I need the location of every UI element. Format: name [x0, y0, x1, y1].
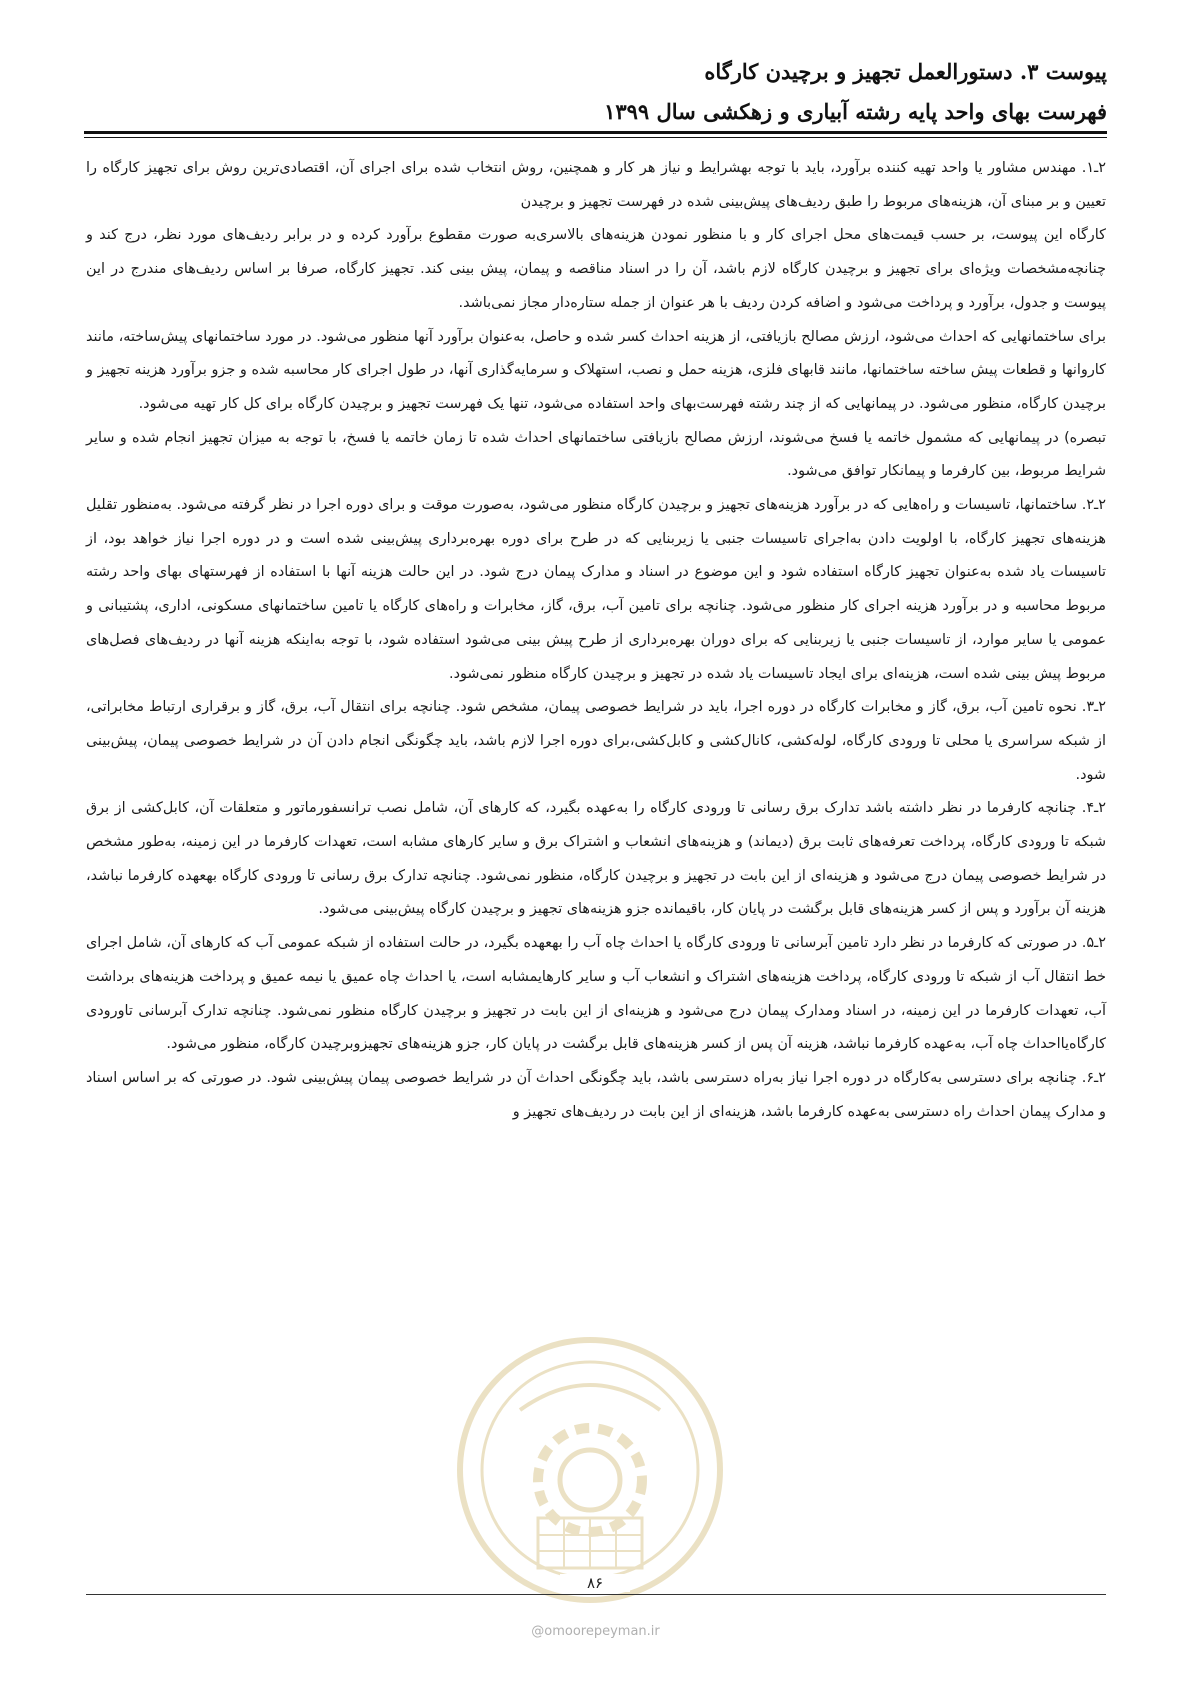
header-rule-thick: [84, 131, 1107, 134]
header-subtitle: فهرست بهای واحد پایه رشته آبیاری و زهکشی سال ۱۳۹۹: [604, 99, 1107, 124]
page-header: [87, 52, 1107, 132]
website-watermark: @omoorepeyman.ir: [531, 1624, 660, 1639]
footer-rule: [86, 1594, 1106, 1595]
paragraph-2-3: ۲ـ۳. نحوه تامین آب، برق، گاز و مخابرات کارگاه در دوره اجرا، باید در شرایط خصوصی پیمان، مشخص شود. چنانچه برای انتقال آب، برق، گاز و برقراری ارتباط مخابراتی، از شبکه سراسری یا محلی تا ورودی کارگاه، لوله‌کشی، کانال‌کشی و کابل‌کشی،برای دوره اجرا لازم باشد، باید چگونگی انجام دادن آن در شرایط خصوصی پیمان، پیش‌بینی شود.: [86, 699, 1106, 783]
watermark-logo: [450, 1330, 730, 1610]
paragraph-2-2: ۲ـ۲. ساختمانها، تاسیسات و راه‌هایی که در برآورد هزینه‌های تجهیز و برچیدن کارگاه منظور می‌شود، به‌صورت موقت و برای دوره اجرا در نظر گرفته می‌شود. به‌منظور تقلیل هزینه‌های تجهیز کارگاه، با اولویت دادن به‌اجرای تاسیسات جنبی یا زیربنایی که در طرح برای دوره بهره‌برداری پیش‌بینی شده است و در دوره اجرا نیاز خواهد بود، از تاسیسات یاد شده به‌عنوان تجهیز کارگاه استفاده شود و این موضوع در اسناد و مدارک پیمان درج شود. در این حالت هزینه آنها با استفاده از فهرستهای بهای واحد رشته مربوط محاسبه و در برآورد هزینه اجرای کار منظور می‌شود. چنانچه برای تامین آب، برق، گاز، مخابرات و راه‌های کارگاه یا تامین ساختمانهای مسکونی، اداری، پشتیبانی و عمومی یا سایر موارد، از تاسیسات جنبی یا زیربنایی که برای دوران بهره‌برداری از طرح پیش بینی می‌شود استفاده شود، با توجه به‌اینکه هزینه آنها در ردیف‌های فصل‌های مربوط پیش بینی شده است، هزینه‌ای برای ایجاد تاسیسات یاد شده در تجهیز و برچیدن کارگاه منظور نمی‌شود.: [86, 497, 1106, 682]
paragraph-2-1-continued: کارگاه این پیوست، بر حسب قیمت‌های محل اجرای کار و با منظور نمودن هزینه‌های بالاسری‌به صورت مقطوع برآورد کرده و در برابر ردیف‌های مورد نظر، درج کند و چنانچه‌مشخصات ویژه‌ای برای تجهیز و برچیدن کارگاه لازم باشد، آن را در اسناد مناقصه و پیمان، پیش بینی کند. تجهیز کارگاه، صرفا بر اساس ردیف‌های مندرج در این پیوست و جدول، برآورد و پرداخت می‌شود و اضافه کردن ردیف با هر عنوان از جمله ستاره‌دار مجاز نمی‌باشد.: [86, 227, 1106, 311]
header-title: پیوست ۳. دستورالعمل تجهیز و برچیدن کارگاه: [704, 59, 1107, 84]
paragraph-2-4: ۲ـ۴. چنانچه کارفرما در نظر داشته باشد تدارک برق رسانی تا ورودی کارگاه را به‌عهده بگیرد، که کارهای آن، شامل نصب ترانسفورماتور و متعلقات آن، کابل‌کشی از برق شبکه تا ورودی کارگاه، پرداخت تعرفه‌های ثابت برق (دیماند) و هزینه‌های انشعاب و اشتراک برق و سایر کارهای مشابه است، تعهدات کارفرما در این زمینه، به‌طور مشخص در شرایط خصوصی پیمان درج می‌شود و هزینه‌ای از این بابت در تجهیز و برچیدن کارگاه، منظور نمی‌شود. چنانچه تدارک برق رسانی تا ورودی کارگاه بهعهده کارفرما نباشد، هزینه آن برآورد و پس از کسر هزینه‌های قابل برگشت در پایان کار، باقیمانده جزو هزینه‌های تجهیز و برچیدن کارگاه پیش‌بینی می‌شود.: [86, 800, 1106, 918]
paragraph-buildings: برای ساختمانهایی که احداث می‌شود، ارزش مصالح بازیافتی، از هزینه احداث کسر شده و حاصل، به‌عنوان برآورد آنها منظور می‌شود. در مورد ساختمانهای پیش‌ساخته، مانند کاروانها و قطعات پیش ساخته ساختمانها، مانند قابهای فلزی، هزینه حمل و نصب، استهلاک و سرمایه‌گذاری آنها، در طول اجرای کار محاسبه شده و جزو برآورد هزینه تجهیز و برچیدن کارگاه، منظور می‌شود. در پیمانهایی که از چند رشته فهرست‌بهای واحد استفاده می‌شود، تنها یک فهرست تجهیز و برچیدن کارگاه برای کل کار تهیه می‌شود.: [86, 328, 1106, 412]
page-number: ۸۶: [560, 1574, 630, 1592]
document-body: [86, 152, 1106, 1129]
header-rule-thin: [84, 137, 1107, 138]
paragraph-2-5: ۲ـ۵. در صورتی که کارفرما در نظر دارد تامین آبرسانی تا ورودی کارگاه یا احداث چاه آب را بهعهده بگیرد، در حالت استفاده از شبکه عمومی آب که کارهای آن، شامل اجرای خط انتقال آب از شبکه تا ورودی کارگاه، پرداخت هزینه‌های اشتراک و انشعاب آب و سایر کارهایمشابه است، یا احداث چاه عمیق یا نیمه عمیق و پرداخت هزینه‌های برداشت آب، تعهدات کارفرما در این زمینه، در اسناد ومدارک پیمان درج می‌شود و هزینه‌ای از این بابت در تجهیز و برچیدن کارگاه منظور نمی‌شود. چنانچه تدارک آبرسانی تاورودی کارگاه‌یااحداث چاه آب، به‌عهده کارفرما نباشد، هزینه آن پس از کسر هزینه‌های قابل برگشت در پایان کار، جزو هزینه‌های تجهیزوبرچیدن کارگاه، منظور می‌شود.: [86, 935, 1106, 1053]
paragraph-2-6: ۲ـ۶. چنانچه برای دسترسی به‌کارگاه در دوره اجرا نیاز به‌راه دسترسی باشد، باید چگونگی احداث آن در شرایط خصوصی پیمان پیش‌بینی شود. در صورتی که بر اساس اسناد و مدارک پیمان احداث راه دسترسی به‌عهده کارفرما باشد، هزینه‌ای از این بابت در ردیف‌های تجهیز و: [86, 1069, 1106, 1120]
paragraph-note: تبصره) در پیمانهایی که مشمول خاتمه یا فسخ می‌شوند، ارزش مصالح بازیافتی ساختمانهای احداث شده تا زمان خاتمه یا فسخ، با توجه به میزان تجهیز انجام شده و سایر شرایط مربوط، بین کارفرما و پیمانکار توافق می‌شود.: [86, 429, 1106, 480]
paragraph-2-1: ۲ـ۱. مهندس مشاور یا واحد تهیه کننده برآورد، باید با توجه بهشرایط و نیاز هر کار و همچنین، روش انتخاب شده برای اجرای آن، اقتصادی‌ترین روش برای تجهیز کارگاه را تعیین و بر مبنای آن، هزینه‌های مربوط را طبق ردیف‌های پیش‌بینی شده در فهرست تجهیز و برچیدن: [86, 160, 1106, 210]
